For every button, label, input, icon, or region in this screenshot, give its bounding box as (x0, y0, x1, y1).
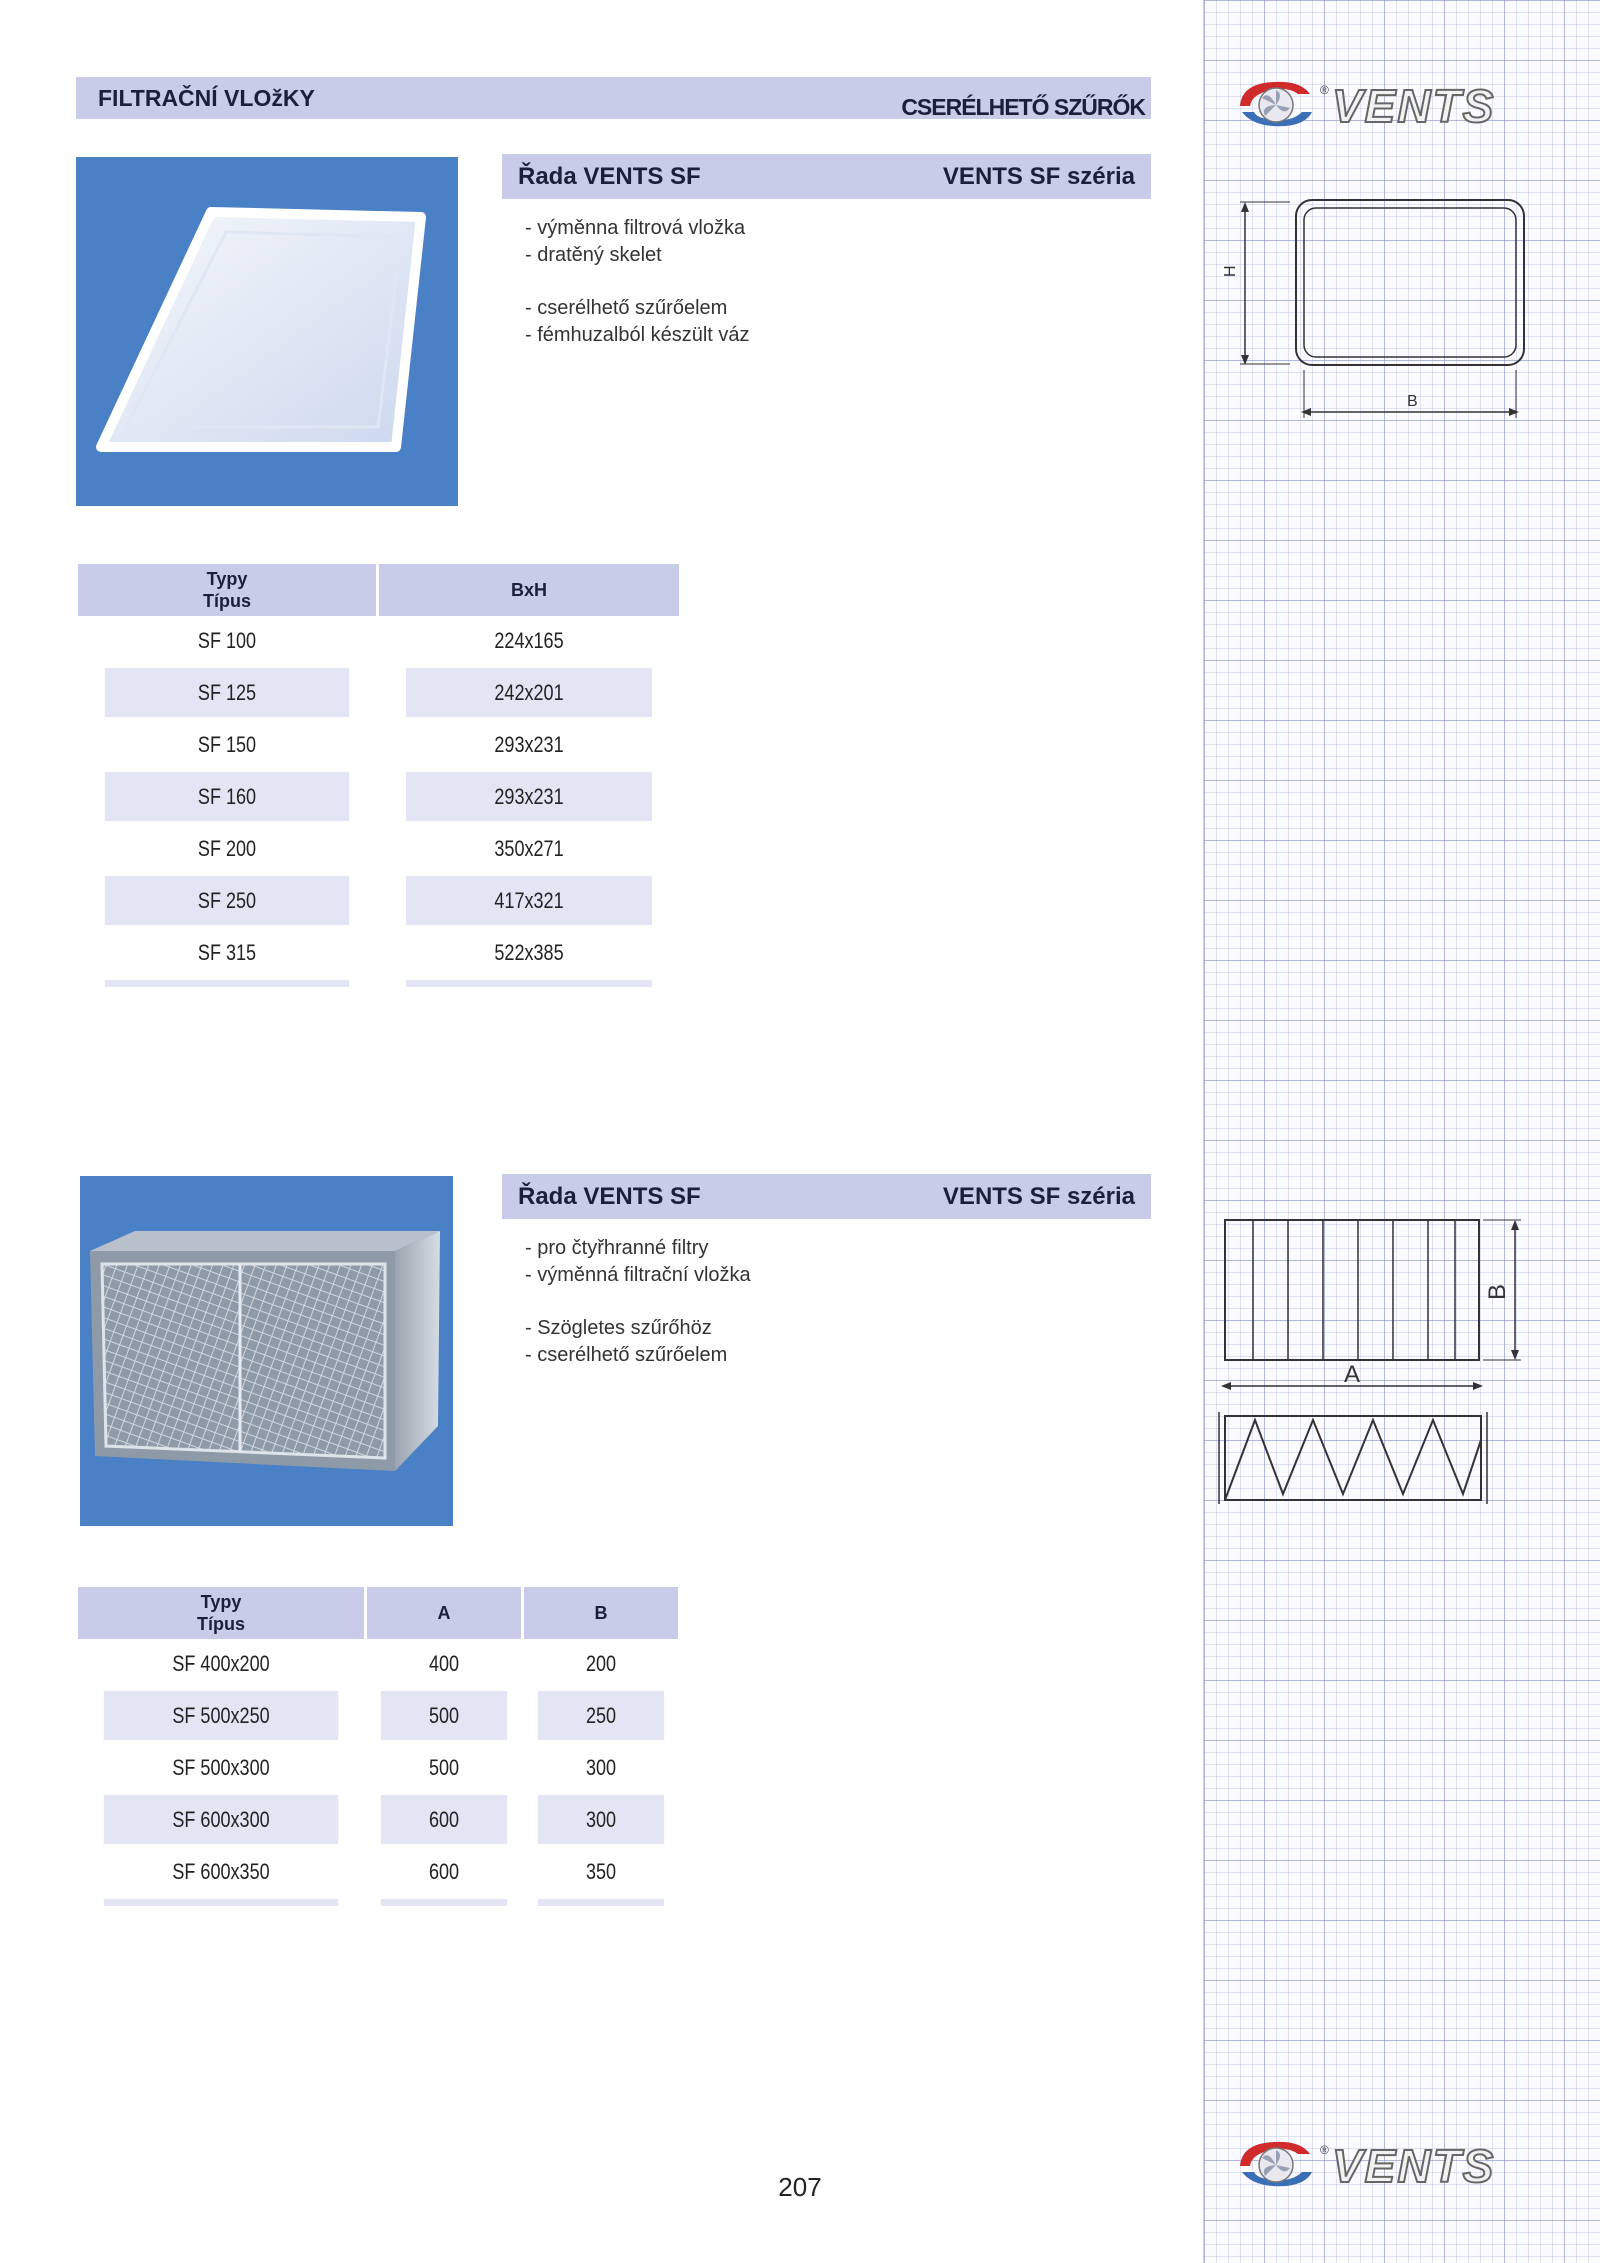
size-cell: 293x231 (406, 720, 652, 772)
table-row (78, 1691, 678, 1743)
type-cell: SF 600x350 (104, 1847, 339, 1899)
column-header-b: B (524, 1587, 678, 1639)
spec-table-2 (75, 1587, 681, 1906)
type-cell: SF 160 (105, 772, 349, 824)
description-line: - dratěný skelet (525, 244, 662, 266)
description-line: - Szögletes szűrőhöz (525, 1317, 712, 1339)
table-row (78, 928, 679, 980)
vents-logo-bottom (1232, 2132, 1562, 2192)
type-cell: SF 200 (105, 824, 349, 876)
series-bar-1 (502, 154, 1151, 199)
description-1 (525, 215, 750, 349)
table-row (78, 1795, 678, 1847)
dimension-label-a: A (1343, 1361, 1361, 1388)
pad-dimension-diagram (1210, 190, 1540, 420)
header-line: Typy Típus (203, 569, 251, 611)
column-header-type (78, 564, 376, 616)
a-cell: 400 (381, 1639, 507, 1691)
dimension-label-h: H (1222, 265, 1239, 277)
header-line: Typy Típus (197, 1592, 245, 1634)
type-cell: SF 250 (105, 876, 349, 928)
vents-logo-top (1232, 72, 1562, 132)
dimension-label-b: B (1484, 1283, 1511, 1301)
size-cell: 522x385 (406, 928, 652, 980)
description-line: - cserélhető szűrőelem (525, 1344, 728, 1366)
a-cell: 500 (381, 1743, 507, 1795)
spec-table-1 (75, 564, 682, 987)
type-cell: SF 100 (105, 616, 349, 668)
page-title-czech: FILTRAČNÍ VLOžKY (98, 84, 315, 111)
page-number: 207 (778, 2172, 822, 2202)
description-line: - výměnná filtrační vložka (525, 1264, 751, 1286)
column-header-a: A (367, 1587, 521, 1639)
table-row (78, 720, 679, 772)
description-line: - pro čtyřhranné filtry (525, 1237, 709, 1259)
description-line: - výměnna filtrová vložka (525, 217, 746, 239)
description-2 (525, 1235, 751, 1369)
table-end-strip (78, 1899, 678, 1906)
registered-mark: ® (1320, 2143, 1329, 2157)
table-row (78, 668, 679, 720)
series-bar-2 (502, 1174, 1151, 1219)
page-title-hungarian: CSERÉLHETŐ SZŰRŐK (901, 93, 1145, 120)
size-cell: 417x321 (406, 876, 652, 928)
registered-mark: ® (1320, 83, 1329, 97)
description-line: - cserélhető szűrőelem (525, 297, 728, 319)
type-cell: SF 125 (105, 668, 349, 720)
b-cell: 200 (538, 1639, 664, 1691)
table-row (78, 772, 679, 824)
type-cell: SF 500x250 (104, 1691, 339, 1743)
series-title-hungarian: VENTS SF széria (942, 162, 1135, 190)
b-cell: 250 (538, 1691, 664, 1743)
table-row (78, 616, 679, 668)
type-cell: SF 315 (105, 928, 349, 980)
size-cell: 350x271 (406, 824, 652, 876)
type-cell: SF 500x300 (104, 1743, 339, 1795)
size-cell: 293x231 (406, 772, 652, 824)
b-cell: 300 (538, 1795, 664, 1847)
column-header-bxh: BxH (379, 564, 679, 616)
type-cell: SF 150 (105, 720, 349, 772)
logo-text: VENTS (1332, 2140, 1496, 2192)
size-cell: 242x201 (406, 668, 652, 720)
description-line: - fémhuzalból készült váz (525, 324, 750, 346)
a-cell: 500 (381, 1691, 507, 1743)
b-cell: 300 (538, 1743, 664, 1795)
a-cell: 600 (381, 1847, 507, 1899)
table-row (78, 1847, 678, 1899)
a-cell: 600 (381, 1795, 507, 1847)
series-title-hungarian: VENTS SF széria (942, 1182, 1135, 1210)
filter-pad-photo (76, 157, 458, 506)
series-title-czech: Řada VENTS SF (518, 1182, 701, 1210)
table-row (78, 1743, 678, 1795)
type-cell: SF 600x300 (104, 1795, 339, 1847)
logo-text: VENTS (1332, 80, 1496, 132)
size-cell: 224x165 (406, 616, 652, 668)
page-title-bar (76, 77, 1151, 119)
table-row (78, 876, 679, 928)
series-title-czech: Řada VENTS SF (518, 162, 701, 190)
dimension-label-b: B (1407, 393, 1418, 410)
b-cell: 350 (538, 1847, 664, 1899)
table-row (78, 1639, 678, 1691)
column-header-type (78, 1587, 364, 1639)
frame-dimension-diagram (1215, 1210, 1545, 1510)
table-row (78, 824, 679, 876)
type-cell: SF 400x200 (104, 1639, 339, 1691)
table-end-strip (78, 980, 679, 987)
filter-frame-photo (80, 1176, 453, 1526)
